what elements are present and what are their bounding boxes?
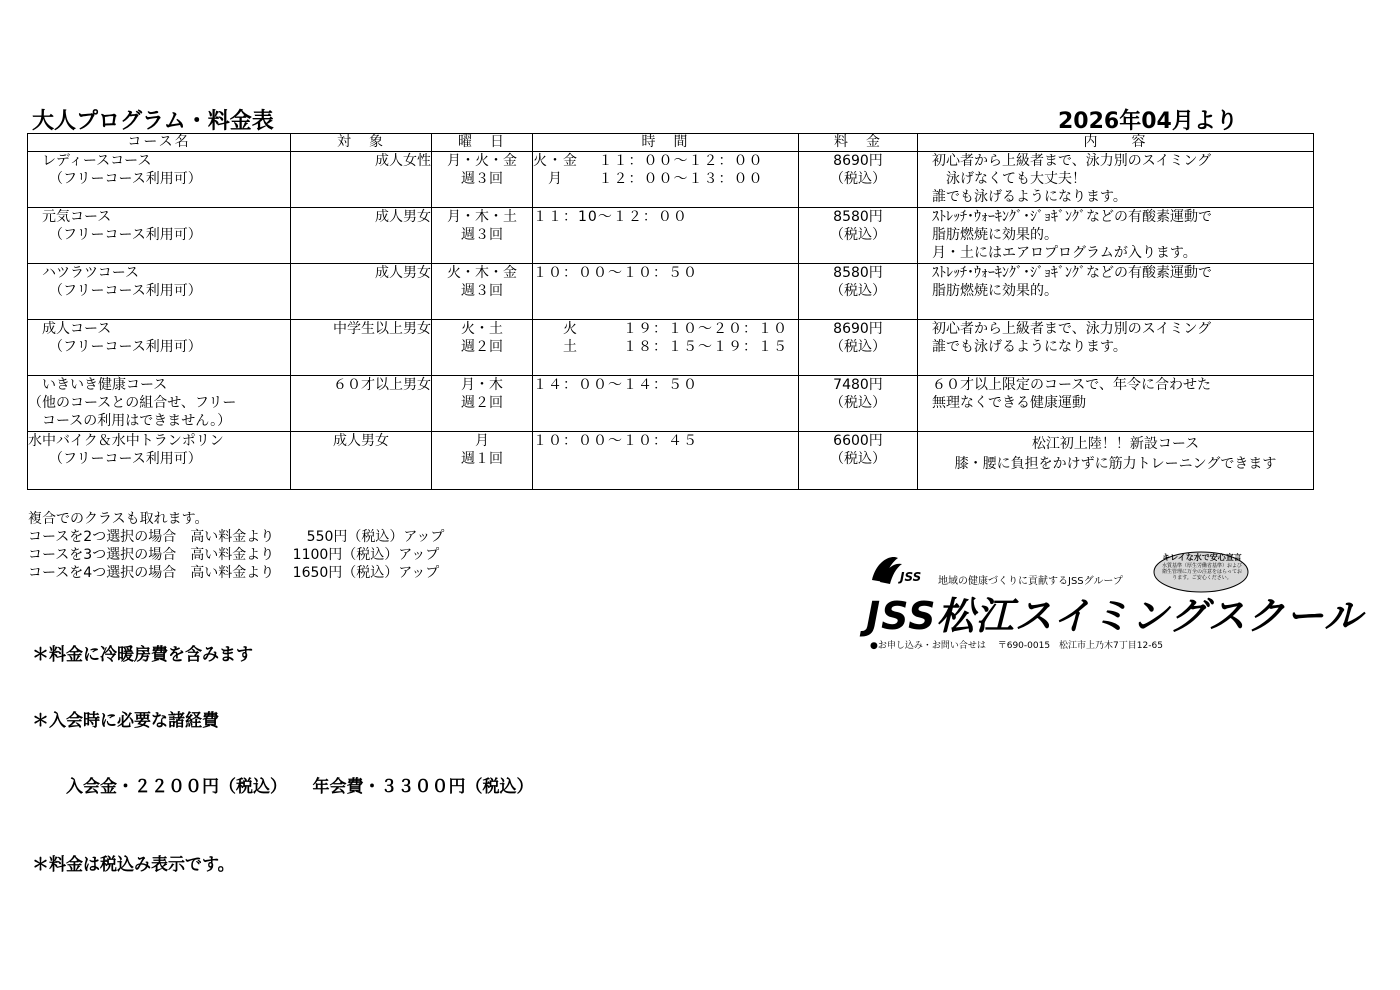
table-row bbox=[28, 152, 1314, 208]
course-description: ６０才以上限定のコースで、年令に合わせた 無理なくできる健康運動 bbox=[918, 376, 1314, 432]
column-header-target: 対 象 bbox=[291, 134, 432, 152]
brand-tagline: 地域の健康づくりに貢献するJSSグループ bbox=[938, 576, 1123, 587]
seal-subtext: 水質基準（厚生労働省基準）および衛生管理に万全の注意をはらっております。ご安心ください。 bbox=[1161, 563, 1242, 581]
course-description: ｽﾄﾚｯﾁ･ｳｫｰｷﾝｸﾞ･ｼﾞｮｷﾞﾝｸﾞなどの有酸素運動で 脂肪燃焼に効果的。 月・土にはエアロプログラムが入ります。 bbox=[918, 208, 1314, 264]
course-description: ｽﾄﾚｯﾁ･ｳｫｰｷﾝｸﾞ･ｼﾞｮｷﾞﾝｸﾞなどの有酸素運動で 脂肪燃焼に効果的。 bbox=[918, 264, 1314, 320]
course-price: 8580円 （税込） bbox=[799, 264, 918, 320]
course-price: 6600円 （税込） bbox=[799, 432, 918, 490]
brand-small-text: JSS bbox=[900, 570, 922, 584]
course-name: 成人コース （フリーコース利用可） bbox=[28, 320, 291, 376]
course-target: ６０才以上男女 bbox=[291, 376, 432, 432]
course-days: 月 週１回 bbox=[432, 432, 533, 490]
table-row bbox=[28, 432, 1314, 490]
table-header-row bbox=[28, 134, 1314, 152]
note-admission-costs: ＊入会時に必要な諸経費 bbox=[32, 711, 219, 731]
course-name: いきいき健康コース （他のコースとの組合せ、フリー コースの利用はできません。） bbox=[28, 376, 291, 432]
course-name: ハツラツコース （フリーコース利用可） bbox=[28, 264, 291, 320]
course-time: １４：００～１４：５０ bbox=[533, 376, 799, 432]
column-header-course: コース名 bbox=[28, 134, 291, 152]
brand-name: JSS松江スイミングスクール bbox=[866, 594, 1363, 638]
course-target: 成人女性 bbox=[291, 152, 432, 208]
course-price: 7480円 （税込） bbox=[799, 376, 918, 432]
fee-notes bbox=[32, 600, 534, 898]
course-time: １０：００～１０：４５ bbox=[533, 432, 799, 490]
course-description: 松江初上陸！！新設コース 膝・腰に負担をかけずに筋力トレーニングできます bbox=[918, 432, 1314, 490]
column-header-price: 料 金 bbox=[799, 134, 918, 152]
course-price: 8690円 （税込） bbox=[799, 320, 918, 376]
course-target: 成人男女 bbox=[291, 432, 432, 490]
course-target: 成人男女 bbox=[291, 264, 432, 320]
course-target: 成人男女 bbox=[291, 208, 432, 264]
note-fees-detail: 入会金・２２００円（税込） 年会費・３３００円（税込） bbox=[32, 777, 534, 797]
course-days: 月・木 週２回 bbox=[432, 376, 533, 432]
column-header-content: 内 容 bbox=[918, 134, 1314, 152]
contact-info: ●お申し込み・お問い合せは 〒690-0015 松江市上乃木7丁目12-65 bbox=[870, 641, 1163, 651]
course-name: レディースコース （フリーコース利用可） bbox=[28, 152, 291, 208]
course-time: １０：００～１０：５０ bbox=[533, 264, 799, 320]
course-description: 初心者から上級者まで、泳力別のスイミング 泳げなくても大丈夫！ 誰でも泳げるようになります。 bbox=[918, 152, 1314, 208]
course-price: 8690円 （税込） bbox=[799, 152, 918, 208]
column-header-time: 時 間 bbox=[533, 134, 799, 152]
course-days: 月・火・金 週３回 bbox=[432, 152, 533, 208]
table-row bbox=[28, 264, 1314, 320]
course-name: 水中バイク＆水中トランポリン （フリーコース利用可） bbox=[28, 432, 291, 490]
course-time: 火・金 １１：００～１２：００ 月 １２：００～１３：００ bbox=[533, 152, 799, 208]
course-days: 月・木・土 週３回 bbox=[432, 208, 533, 264]
course-time: 火 １９：１０～２０：１０ 土 １８：１５～１９：１５ bbox=[533, 320, 799, 376]
effective-date: 2026年04月より bbox=[1058, 109, 1238, 134]
table-row bbox=[28, 320, 1314, 376]
course-days: 火・木・金 週３回 bbox=[432, 264, 533, 320]
note-tax-included: ＊料金は税込み表示です。 bbox=[32, 855, 235, 875]
combination-notes: 複合でのクラスも取れます。 コースを2つ選択の場合 高い料金より 550円（税込）アップ コースを3つ選択の場合 高い料金より 1100円（税込）アップ コースを4つ選択の場合 高い料金より 1650円（税込）アップ bbox=[28, 511, 445, 581]
page-title: 大人プログラム・料金表 bbox=[32, 109, 274, 134]
course-days: 火・土 週２回 bbox=[432, 320, 533, 376]
table-row bbox=[28, 376, 1314, 432]
price-table bbox=[27, 133, 1314, 490]
course-name: 元気コース （フリーコース利用可） bbox=[28, 208, 291, 264]
note-heating: ＊料金に冷暖房費を含みます bbox=[32, 645, 253, 665]
column-header-days: 曜 日 bbox=[432, 134, 533, 152]
course-target: 中学生以上男女 bbox=[291, 320, 432, 376]
course-price: 8580円 （税込） bbox=[799, 208, 918, 264]
table-row bbox=[28, 208, 1314, 264]
seal-title: キレイな水で安心宣言 bbox=[1162, 553, 1242, 562]
course-time: １１：10～１２：００ bbox=[533, 208, 799, 264]
course-description: 初心者から上級者まで、泳力別のスイミング 誰でも泳げるようになります。 bbox=[918, 320, 1314, 376]
